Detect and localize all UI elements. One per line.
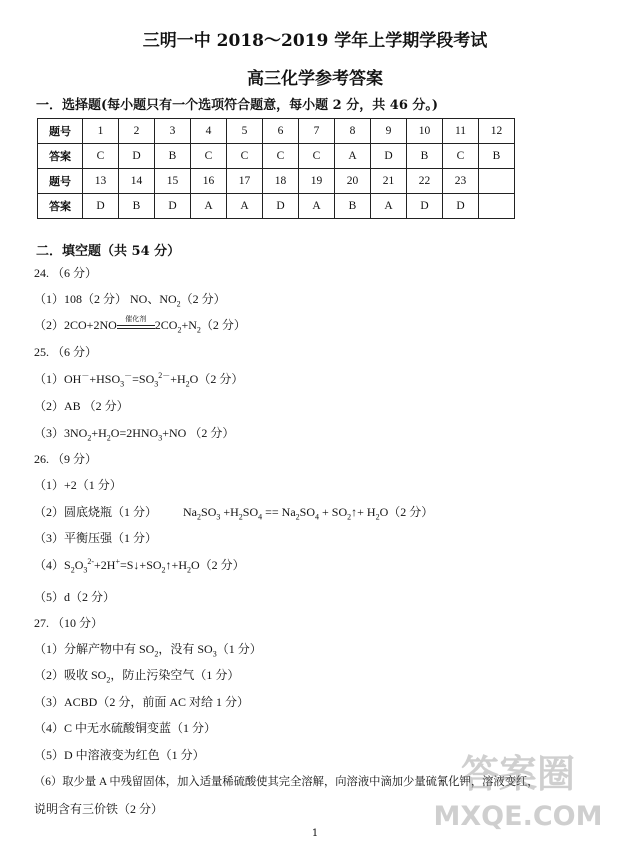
header-label-cell: 题号 bbox=[38, 119, 83, 144]
text: ，防止污染空气（1 分） bbox=[110, 668, 240, 682]
num-cell: 14 bbox=[119, 169, 155, 194]
answer-cell: C bbox=[299, 144, 335, 169]
text: （2）吸收 SO bbox=[34, 668, 107, 682]
catalyst-arrow bbox=[117, 315, 155, 329]
q24-heading: 24. （6 分） bbox=[34, 266, 98, 280]
answer-cell: B bbox=[479, 144, 515, 169]
answer-cell: C bbox=[263, 144, 299, 169]
q25-answer-1: $(1)OH^-+HSO_3^-=SO_3^{2-}+H_2O(2$ 分） bbox=[34, 371, 244, 389]
table-row-answers-2 bbox=[38, 194, 515, 219]
text: =SO bbox=[132, 372, 155, 386]
text: （1）分解产物中有 SO bbox=[34, 642, 155, 656]
q24-answer-2: （2）2CO+2NO 催化剂 $2CO_2+N_2(2$ 分） bbox=[34, 315, 246, 335]
q26-answer-4: $(4)S_2O_3^{2-}+2H^+=S↓+SO_2↑+H_2O(2$ 分） bbox=[34, 557, 245, 575]
num-cell: 1 bbox=[83, 119, 119, 144]
answer-cell: D bbox=[443, 194, 479, 219]
q27-answer-4: （4）C 中无水硫酸铜变蓝（1 分） bbox=[34, 721, 217, 735]
answer-cell: D bbox=[407, 194, 443, 219]
q25-heading: 25. （6 分） bbox=[34, 345, 98, 359]
text: （2）2CO+2NO bbox=[34, 318, 117, 332]
text: （2 分） bbox=[200, 318, 246, 332]
answer-cell: B bbox=[119, 194, 155, 219]
answer-cell: A bbox=[371, 194, 407, 219]
num-cell: 19 bbox=[299, 169, 335, 194]
q26-answer-3: （3）平衡压强（1 分） bbox=[34, 531, 158, 545]
watermark-top-text: 答案圈 bbox=[460, 752, 576, 796]
text: +NO （2 分） bbox=[162, 426, 235, 440]
num-cell: 7 bbox=[299, 119, 335, 144]
text: （3）3NO bbox=[34, 426, 88, 440]
text: +H bbox=[91, 426, 107, 440]
answer-cell: D bbox=[371, 144, 407, 169]
text: +HSO bbox=[89, 372, 121, 386]
q27-answer-1: （1）分解产物中有 $SO_2$，没有 $SO_3(1$ 分） bbox=[34, 642, 262, 659]
text: O bbox=[74, 558, 84, 572]
num-cell: 6 bbox=[263, 119, 299, 144]
num-cell: 9 bbox=[371, 119, 407, 144]
text: +H bbox=[220, 505, 239, 519]
q24-answer-1: （1）108（2 分） NO、$NO_2(2$ 分） bbox=[34, 292, 226, 309]
num-cell: 10 bbox=[407, 119, 443, 144]
num-cell: 3 bbox=[155, 119, 191, 144]
num-cell: 8 bbox=[335, 119, 371, 144]
text: + SO bbox=[319, 505, 348, 519]
text: O（2 分） bbox=[190, 558, 245, 572]
answer-cell: C bbox=[191, 144, 227, 169]
answer-cell: B bbox=[407, 144, 443, 169]
answer-cell: A bbox=[299, 194, 335, 219]
q26-answer-5: （5）d（2 分） bbox=[34, 590, 116, 604]
text: 2CO bbox=[154, 318, 178, 332]
text: （2）圆底烧瓶（1 分） bbox=[34, 505, 158, 519]
section-fill-in-heading: 二．填空题（共 54 分） bbox=[36, 244, 181, 259]
answer-cell: A bbox=[335, 144, 371, 169]
num-cell: 18 bbox=[263, 169, 299, 194]
text: （1 分） bbox=[216, 642, 262, 656]
q26-answer-1: （1）+2（1 分） bbox=[34, 478, 122, 492]
table-row-answers-1 bbox=[38, 144, 515, 169]
num-cell: 13 bbox=[83, 169, 119, 194]
exam-title: 三明一中 2018～2019 学年上学期学段考试 bbox=[142, 31, 488, 51]
text: （2 分） bbox=[180, 292, 226, 306]
q27-answer-6: （6）取少量 A 中残留固体，加入适量稀硫酸使其完全溶解，向溶液中滴加少量硫氰化钾，溶液变红， bbox=[34, 776, 539, 788]
answer-cell: B bbox=[155, 144, 191, 169]
watermark-logo bbox=[424, 743, 612, 833]
q25-answer-3: $(3)3NO_2+H_2O=2HNO_3+NO$ （2 分） bbox=[34, 426, 235, 443]
q27-answer-3: （3）ACBD（2 分，前面 AC 对给 1 分） bbox=[34, 695, 250, 709]
num-cell: 2 bbox=[119, 119, 155, 144]
answer-label-cell: 答案 bbox=[38, 144, 83, 169]
num-cell: 12 bbox=[479, 119, 515, 144]
table-row-numbers-1 bbox=[38, 119, 515, 144]
q26-heading: 26. （9 分） bbox=[34, 452, 98, 466]
answer-cell: C bbox=[83, 144, 119, 169]
q26-answer-2: （2）圆底烧瓶（1 分） $Na_2SO_3 +H_2SO_4 == Na_2SO_4$ + $SO_2↑+ H_2O(2$ 分） bbox=[34, 505, 434, 522]
text: O=2HNO bbox=[110, 426, 159, 440]
text: SO bbox=[201, 505, 217, 519]
text: +H bbox=[170, 372, 186, 386]
num-cell bbox=[479, 169, 515, 194]
text: ↑+H bbox=[165, 558, 187, 572]
num-cell: 20 bbox=[335, 169, 371, 194]
text: =S↓+SO bbox=[119, 558, 162, 572]
answer-cell bbox=[479, 194, 515, 219]
q27-answer-5: （5）D 中溶液变为红色（1 分） bbox=[34, 748, 205, 762]
text: +N bbox=[181, 318, 197, 332]
text: == Na bbox=[262, 505, 296, 519]
answer-cell: C bbox=[227, 144, 263, 169]
text: （1）OH bbox=[34, 372, 82, 386]
num-cell: 11 bbox=[443, 119, 479, 144]
text: （1）108（2 分） NO、NO bbox=[34, 292, 177, 306]
answer-table bbox=[37, 118, 515, 219]
num-cell: 4 bbox=[191, 119, 227, 144]
num-cell: 23 bbox=[443, 169, 479, 194]
q25-answer-2: （2）AB （2 分） bbox=[34, 399, 129, 413]
section-multiple-choice-heading: 一．选择题(每小题只有一个选项符合题意，每小题 2 分，共 46 分。) bbox=[36, 98, 439, 113]
answer-key-title: 高三化学参考答案 bbox=[247, 69, 383, 89]
text: SO bbox=[242, 505, 259, 519]
q27-answer-6-continued: 说明含有三价铁（2 分） bbox=[34, 802, 164, 816]
text: ↑+ H bbox=[351, 505, 376, 519]
num-cell: 22 bbox=[407, 169, 443, 194]
q27-answer-2: （2）吸收 $SO_2$，防止污染空气（1 分） bbox=[34, 668, 240, 685]
page-number: 1 bbox=[311, 828, 319, 839]
text: Na bbox=[183, 505, 198, 519]
table-row-numbers-2 bbox=[38, 169, 515, 194]
answer-cell: A bbox=[191, 194, 227, 219]
answer-cell: D bbox=[83, 194, 119, 219]
q27-heading: 27. （10 分） bbox=[34, 616, 104, 630]
num-cell: 17 bbox=[227, 169, 263, 194]
text: O（2 分） bbox=[189, 372, 244, 386]
text: SO bbox=[299, 505, 316, 519]
text: O（2 分） bbox=[379, 505, 434, 519]
text: （4）S bbox=[34, 558, 71, 572]
answer-cell: B bbox=[335, 194, 371, 219]
num-cell: 5 bbox=[227, 119, 263, 144]
header-label-cell: 题号 bbox=[38, 169, 83, 194]
answer-cell: D bbox=[119, 144, 155, 169]
answer-cell: D bbox=[263, 194, 299, 219]
answer-label-cell: 答案 bbox=[38, 194, 83, 219]
catalyst-label: 催化剂 bbox=[125, 315, 147, 324]
watermark-bottom-text: MXQE.COM bbox=[433, 801, 603, 832]
answer-cell: C bbox=[443, 144, 479, 169]
num-cell: 15 bbox=[155, 169, 191, 194]
text: +2H bbox=[94, 558, 116, 572]
text: ，没有 SO bbox=[158, 642, 213, 656]
num-cell: 16 bbox=[191, 169, 227, 194]
answer-cell: A bbox=[227, 194, 263, 219]
answer-cell: D bbox=[155, 194, 191, 219]
num-cell: 21 bbox=[371, 169, 407, 194]
